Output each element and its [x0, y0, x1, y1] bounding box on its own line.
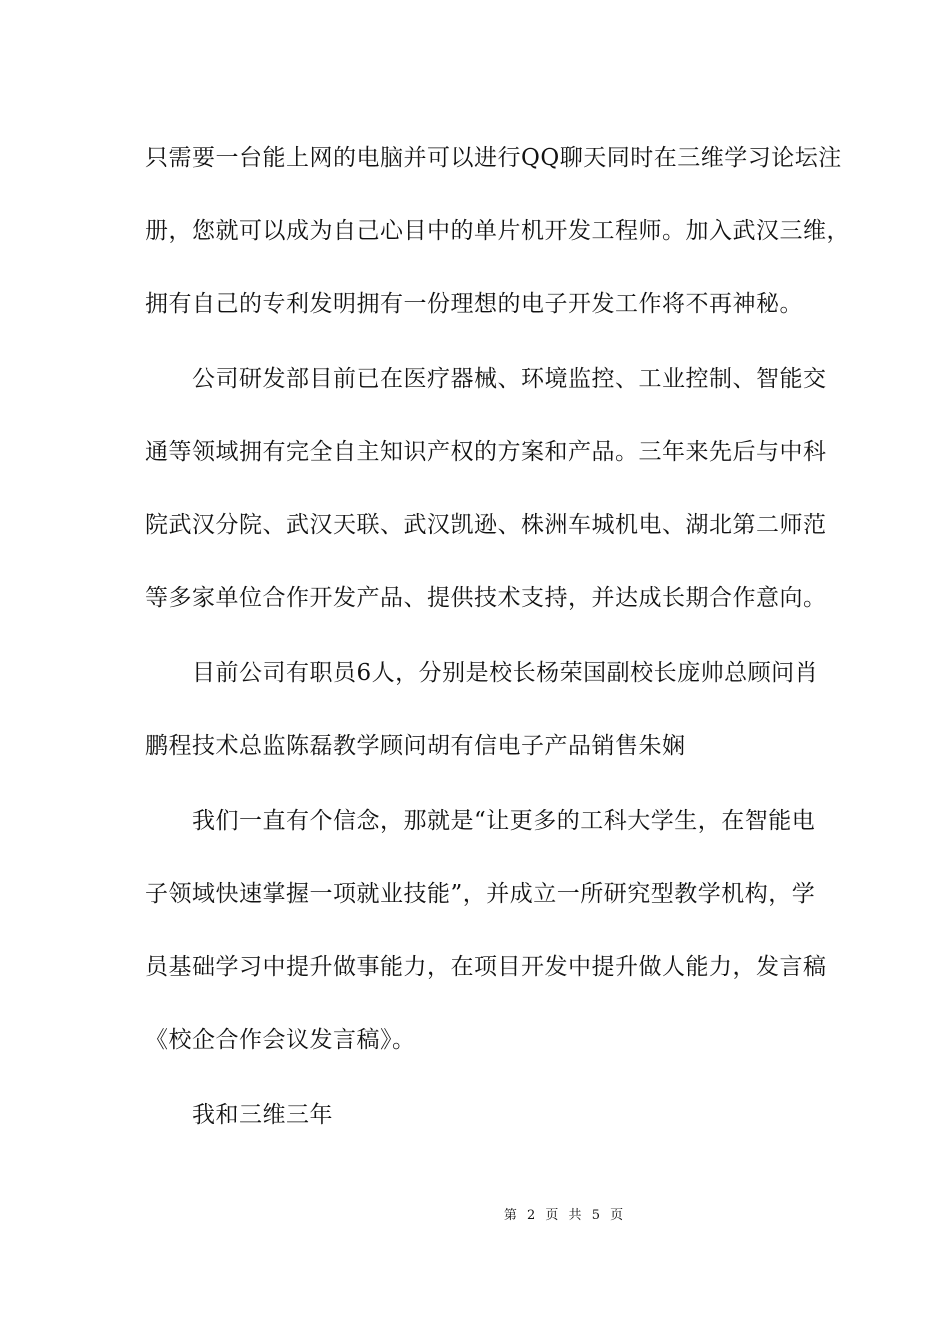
paragraph-4-line-1: 我们一直有个信念，那就是“让更多的工科大学生，在智能电: [192, 808, 816, 834]
paragraph-1-line-2: 册，您就可以成为自己心目中的单片机开发工程师。加入武汉三维，: [145, 218, 850, 244]
paragraph-1-line-3: 拥有自己的专利发明拥有一份理想的电子开发工作将不再神秘。: [145, 291, 803, 317]
paragraph-3-line-1: 目前公司有职员6人，分别是校长杨荣国副校长庞帅总顾问肖: [192, 660, 819, 686]
paragraph-2-line-2: 通等领域拥有完全自主知识产权的方案和产品。三年来先后与中科: [145, 439, 827, 465]
paragraph-4-line-2: 子领域快速掌握一项就业技能”，并成立一所研究型教学机构，学: [145, 881, 816, 907]
paragraph-2-line-1: 公司研发部目前已在医疗器械、环境监控、工业控制、智能交: [192, 366, 827, 392]
paragraph-4-line-3: 员基础学习中提升做事能力，在项目开发中提升做人能力，发言稿: [145, 954, 827, 980]
paragraph-2-line-4: 等多家单位合作开发产品、提供技术支持，并达成长期合作意向。: [145, 585, 827, 611]
paragraph-4-line-4: 《校企合作会议发言稿》。: [145, 1027, 416, 1053]
paragraph-5-line-1: 我和三维三年: [192, 1102, 333, 1128]
paragraph-3-line-2: 鹏程技术总监陈磊教学顾问胡有信电子产品销售朱娴: [145, 733, 686, 759]
paragraph-1-line-1: 只需要一台能上网的电脑并可以进行QQ聊天同时在三维学习论坛注: [145, 145, 842, 171]
paragraph-2-line-3: 院武汉分院、武汉天联、武汉凯逊、株洲车城机电、湖北第二师范: [145, 512, 827, 538]
page-number-footer: 第 2 页 共 5 页: [503, 1208, 627, 1223]
